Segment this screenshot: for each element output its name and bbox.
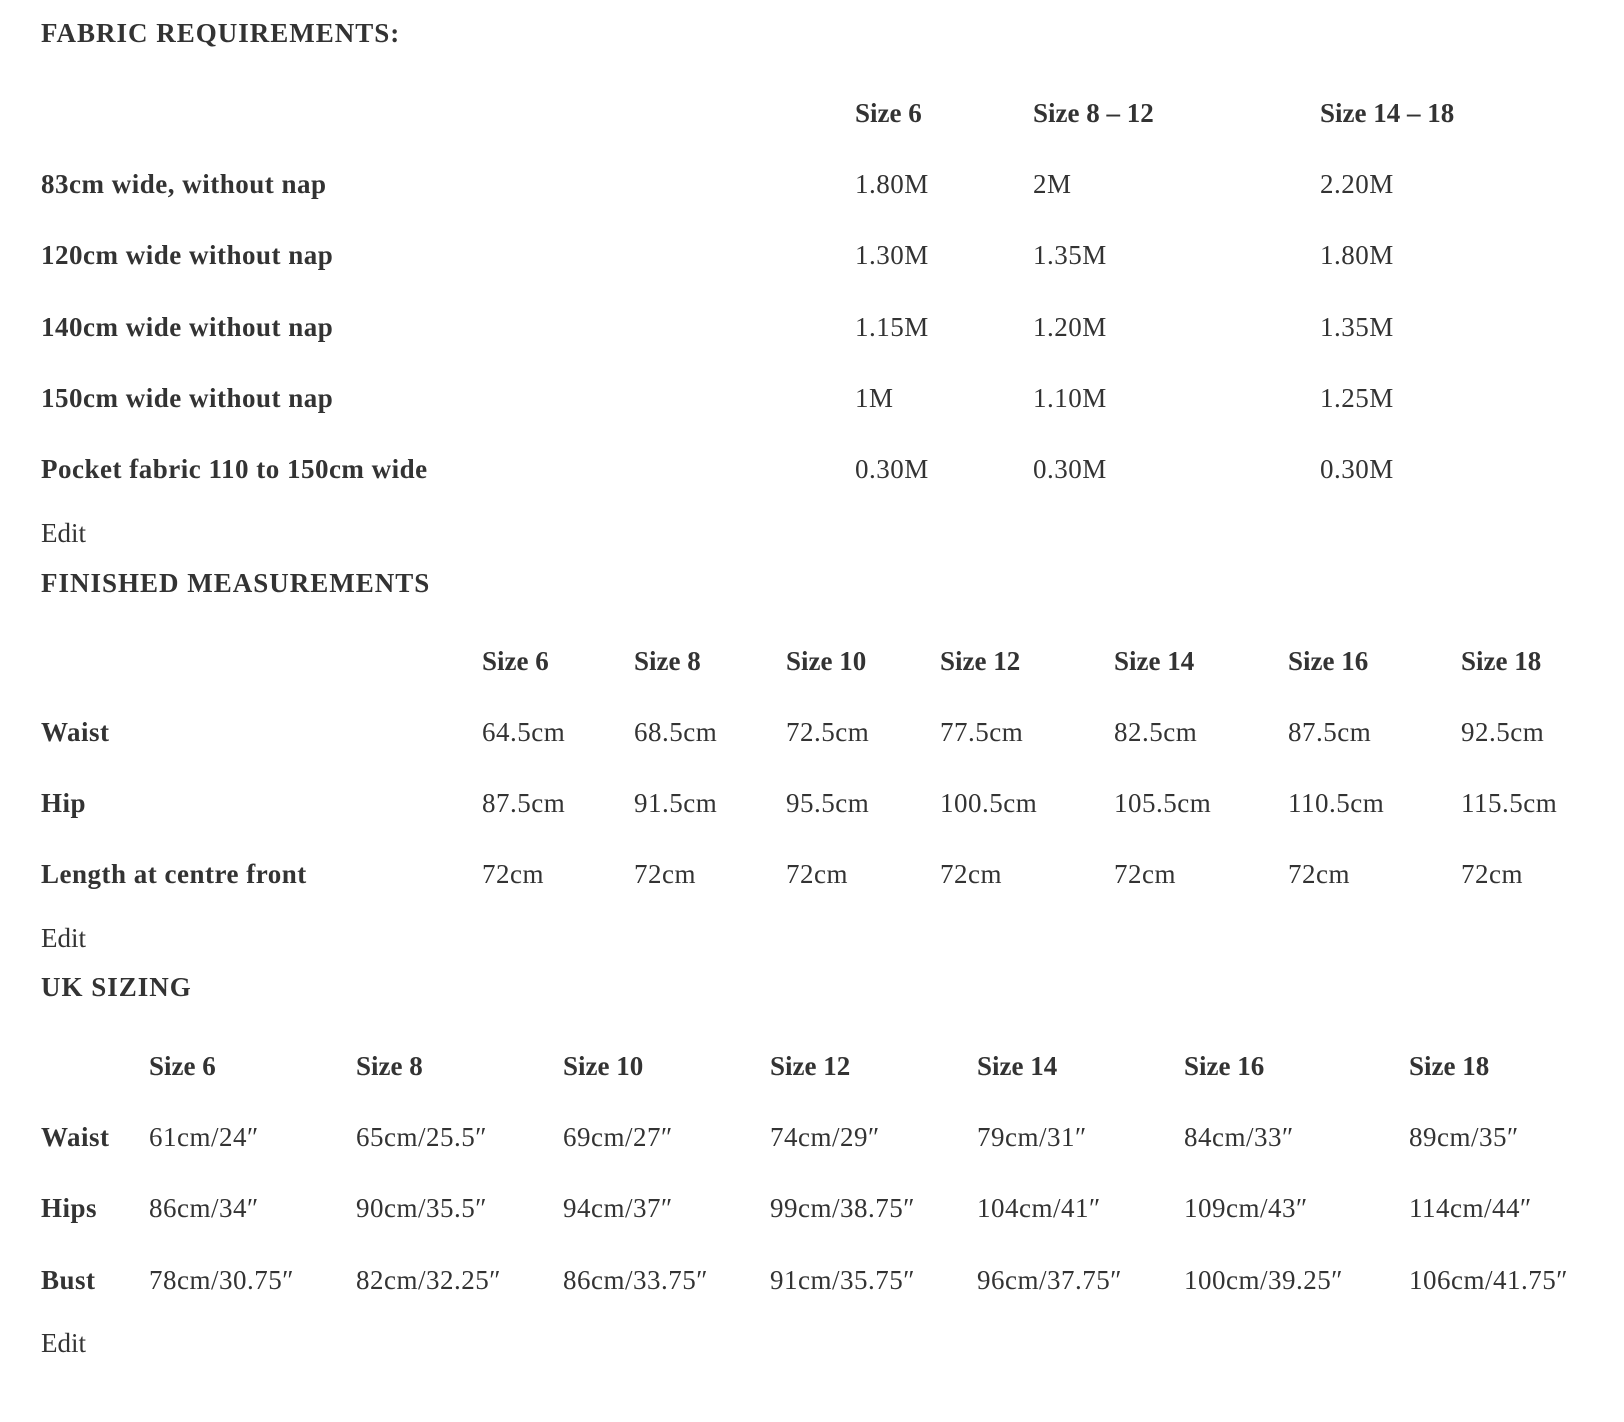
row-label: Waist xyxy=(41,1122,110,1152)
table-cell: 1.80M xyxy=(1320,240,1394,270)
column-header: Size 6 xyxy=(482,646,549,676)
column-header: Size 18 xyxy=(1409,1051,1490,1081)
table-cell: 1M xyxy=(855,383,894,413)
table-cell: 72cm xyxy=(482,859,544,889)
table-cell: 86cm/33.75″ xyxy=(563,1265,708,1295)
column-header: Size 6 xyxy=(149,1051,216,1081)
column-header: Size 16 xyxy=(1288,646,1369,676)
table-cell: 72cm xyxy=(1461,859,1523,889)
column-header: Size 10 xyxy=(786,646,867,676)
table-cell: 2M xyxy=(1033,169,1072,199)
fabric-requirements-heading: FABRIC REQUIREMENTS: xyxy=(41,18,401,48)
table-cell: 82cm/32.25″ xyxy=(356,1265,501,1295)
row-label: Bust xyxy=(41,1265,96,1295)
table-cell: 86cm/34″ xyxy=(149,1193,259,1223)
table-cell: 72cm xyxy=(940,859,1002,889)
table-cell: 64.5cm xyxy=(482,717,566,747)
row-label: 120cm wide without nap xyxy=(41,240,334,270)
table-cell: 109cm/43″ xyxy=(1184,1193,1308,1223)
table-cell: 65cm/25.5″ xyxy=(356,1122,487,1152)
table-cell: 90cm/35.5″ xyxy=(356,1193,487,1223)
table-cell: 2.20M xyxy=(1320,169,1394,199)
table-cell: 1.30M xyxy=(855,240,929,270)
table-cell: 72cm xyxy=(1288,859,1350,889)
table-cell: 106cm/41.75″ xyxy=(1409,1265,1568,1295)
table-cell: 74cm/29″ xyxy=(770,1122,880,1152)
table-cell: 115.5cm xyxy=(1461,788,1558,818)
column-header: Size 8 – 12 xyxy=(1033,98,1154,128)
column-header: Size 12 xyxy=(770,1051,851,1081)
table-cell: 84cm/33″ xyxy=(1184,1122,1294,1152)
row-label: Hips xyxy=(41,1193,98,1223)
table-cell: 61cm/24″ xyxy=(149,1122,259,1152)
table-cell: 77.5cm xyxy=(940,717,1024,747)
row-label: Pocket fabric 110 to 150cm wide xyxy=(41,454,428,484)
table-cell: 78cm/30.75″ xyxy=(149,1265,294,1295)
table-cell: 82.5cm xyxy=(1114,717,1198,747)
table-cell: 0.30M xyxy=(1320,454,1394,484)
row-label: Hip xyxy=(41,788,87,818)
row-label: 140cm wide without nap xyxy=(41,312,334,342)
table-cell: 69cm/27″ xyxy=(563,1122,673,1152)
row-label: 150cm wide without nap xyxy=(41,383,334,413)
table-cell: 72.5cm xyxy=(786,717,870,747)
fabric-edit-link[interactable]: Edit xyxy=(41,518,86,548)
table-cell: 94cm/37″ xyxy=(563,1193,673,1223)
table-cell: 110.5cm xyxy=(1288,788,1385,818)
table-cell: 68.5cm xyxy=(634,717,718,747)
table-cell: 1.80M xyxy=(855,169,929,199)
uk-sizing-heading: UK SIZING xyxy=(41,972,192,1002)
column-header: Size 14 xyxy=(977,1051,1058,1081)
column-header: Size 18 xyxy=(1461,646,1542,676)
column-header: Size 8 xyxy=(634,646,701,676)
table-cell: 1.15M xyxy=(855,312,929,342)
table-cell: 72cm xyxy=(1114,859,1176,889)
table-cell: 87.5cm xyxy=(482,788,566,818)
table-cell: 96cm/37.75″ xyxy=(977,1265,1122,1295)
row-label: Length at centre front xyxy=(41,859,307,889)
table-cell: 105.5cm xyxy=(1114,788,1212,818)
finished-edit-link[interactable]: Edit xyxy=(41,923,86,953)
column-header: Size 10 xyxy=(563,1051,644,1081)
table-cell: 99cm/38.75″ xyxy=(770,1193,915,1223)
table-cell: 95.5cm xyxy=(786,788,870,818)
table-cell: 92.5cm xyxy=(1461,717,1545,747)
column-header: Size 8 xyxy=(356,1051,423,1081)
table-cell: 0.30M xyxy=(1033,454,1107,484)
table-cell: 79cm/31″ xyxy=(977,1122,1087,1152)
column-header: Size 6 xyxy=(855,98,922,128)
table-cell: 87.5cm xyxy=(1288,717,1372,747)
uk-edit-link[interactable]: Edit xyxy=(41,1328,86,1358)
table-cell: 100cm/39.25″ xyxy=(1184,1265,1343,1295)
table-cell: 104cm/41″ xyxy=(977,1193,1101,1223)
table-cell: 0.30M xyxy=(855,454,929,484)
table-cell: 1.35M xyxy=(1320,312,1394,342)
column-header: Size 14 – 18 xyxy=(1320,98,1455,128)
column-header: Size 12 xyxy=(940,646,1021,676)
table-cell: 89cm/35″ xyxy=(1409,1122,1519,1152)
table-cell: 1.10M xyxy=(1033,383,1107,413)
column-header: Size 14 xyxy=(1114,646,1195,676)
finished-measurements-heading: FINISHED MEASUREMENTS xyxy=(41,568,431,598)
table-cell: 1.25M xyxy=(1320,383,1394,413)
table-cell: 72cm xyxy=(634,859,696,889)
table-cell: 91.5cm xyxy=(634,788,718,818)
table-cell: 114cm/44″ xyxy=(1409,1193,1532,1223)
table-cell: 100.5cm xyxy=(940,788,1038,818)
row-label: 83cm wide, without nap xyxy=(41,169,327,199)
column-header: Size 16 xyxy=(1184,1051,1265,1081)
table-cell: 72cm xyxy=(786,859,848,889)
table-cell: 91cm/35.75″ xyxy=(770,1265,915,1295)
table-cell: 1.20M xyxy=(1033,312,1107,342)
table-cell: 1.35M xyxy=(1033,240,1107,270)
row-label: Waist xyxy=(41,717,110,747)
